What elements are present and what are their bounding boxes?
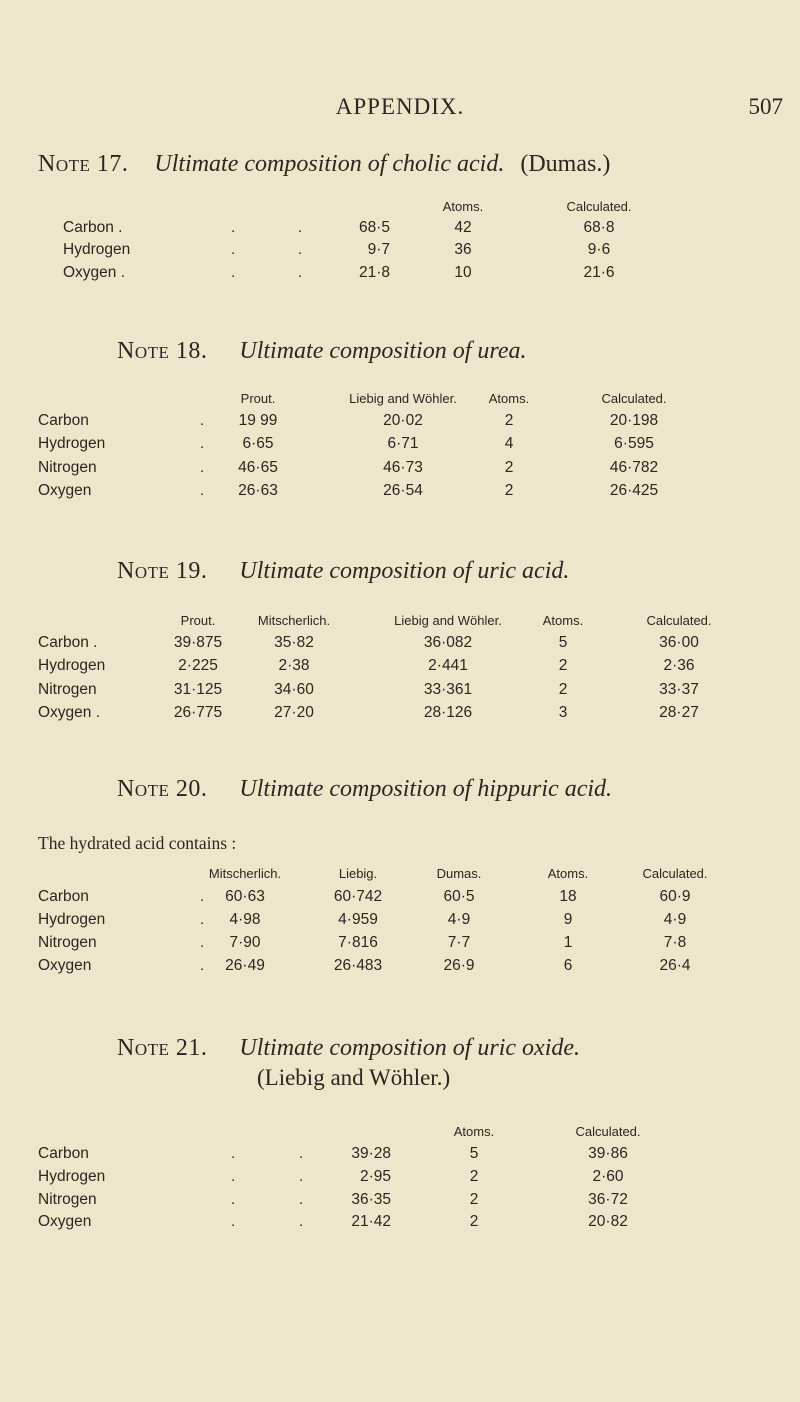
note-attribution: (Dumas.) <box>520 151 611 177</box>
value-cell: 20·198 <box>609 412 659 429</box>
value-cell: 21·42 <box>351 1213 391 1230</box>
table-intro: The hydrated acid contains : <box>38 833 237 853</box>
column-header: Calculated. <box>575 1124 641 1139</box>
value-cell: 2 <box>504 412 514 429</box>
value-cell: 1 <box>563 934 573 951</box>
element-label: Hydrogen <box>38 435 106 452</box>
book-page: APPENDIX. 507 Note 17. Ultimate composition of cholic acid. (Dumas.) Atoms. Calculated. Carbon . . . 68·5 42 68·8 Hydrogen . . 9·7 36 9·6 Oxygen . . . 21·8 10 21·6 Note 18. Ultimate composition of urea. Prout. Liebig and Wöhler. Atoms. Calculated. Carbon . 19 99 20·02 2 20·198 Hydrogen . 6·65 6·71 4 6·595 Nitrogen . 46·65 46·73 2 46·782 Oxygen . 26·63 26·54 2 26·425 Note 19. Ultimate composition of uric acid. Prout. Mitscherlich. Liebig and Wöhler. Atoms. Calculated. Carbon . 39·875 35·82 36·082 5 36·00 Hydrogen 2·225 2·38 2·441 2 2·36 Nitrogen 31·125 34·60 33·361 2 33·37 Oxygen . 26·775 27·20 28·126 3 28·27 Note 20. Ultimate composition of hippuric acid. The hydrated acid contains : Mitscherlich. Liebig. Dumas. Atoms. Calculated. Carbon . 60·63 60·742 60·5 18 60·9 Hydrogen . 4·98 4·959 4·9 9 4·9 Nitrogen . 7·90 7·816 7·7 1 7·8 Oxygen . 26·49 26·483 26·9 6 26·4 Note 21. Ultimate composition of uric oxide. (Liebig and Wöhler.) Atoms. Calculated. Carbon . . 39·28 5 39·86 Hydrogen . . 2·95 2 2·60 Nitrogen . . 36·35 2 36·72 Oxygen . . 21·42 2 20·82 <box>0 0 800 1402</box>
value-cell: 9 <box>563 911 573 928</box>
value-cell: 46·65 <box>238 459 278 476</box>
column-header: Liebig and Wöhler. <box>349 391 457 406</box>
note-title: Ultimate composition of uric acid. <box>239 558 570 584</box>
value-cell: 9·6 <box>587 241 611 258</box>
note-label: Note 20. <box>117 776 208 802</box>
value-cell: 33·361 <box>423 681 473 698</box>
column-header: Liebig and Wöhler. <box>394 613 502 628</box>
column-header: Atoms. <box>453 1124 495 1139</box>
value-cell: 26·63 <box>238 482 278 499</box>
value-cell: 4·98 <box>229 911 261 928</box>
column-header: Atoms. <box>488 391 530 406</box>
value-cell: 2 <box>504 459 514 476</box>
value-cell: 6·595 <box>614 435 654 452</box>
element-label: Oxygen <box>38 957 92 974</box>
value-cell: 36 <box>454 241 472 258</box>
value-cell: 10 <box>454 264 472 281</box>
value-cell: 60·742 <box>333 888 383 905</box>
column-header: Atoms. <box>542 613 584 628</box>
value-cell: 2 <box>558 657 568 674</box>
value-cell: 42 <box>454 219 472 236</box>
value-cell: 2·225 <box>178 657 218 674</box>
value-cell: 2 <box>469 1191 479 1208</box>
value-cell: 60·5 <box>443 888 475 905</box>
element-label: Oxygen . <box>63 264 126 281</box>
column-header: Calculated. <box>642 866 708 881</box>
page-number: 507 <box>748 94 783 119</box>
value-cell: 6·65 <box>242 435 274 452</box>
value-cell: 6 <box>563 957 573 974</box>
value-cell: 4·959 <box>338 911 378 928</box>
column-header: Prout. <box>240 391 276 406</box>
element-label: Nitrogen <box>38 459 97 476</box>
value-cell: 27·20 <box>274 704 314 721</box>
note-title: Ultimate composition of hippuric acid. <box>239 776 613 802</box>
element-label: Hydrogen <box>63 241 131 258</box>
value-cell: 39·875 <box>173 634 223 651</box>
value-cell: 26·54 <box>383 482 423 499</box>
value-cell: 36·35 <box>351 1191 391 1208</box>
value-cell: 6·71 <box>387 435 419 452</box>
value-cell: 5 <box>558 634 568 651</box>
element-label: Nitrogen <box>38 1191 97 1208</box>
value-cell: 68·5 <box>358 219 390 236</box>
note-label: Note 19. <box>117 558 208 584</box>
value-cell: 18 <box>559 888 577 905</box>
element-label: Oxygen <box>38 1213 92 1230</box>
column-header: Prout. <box>180 613 216 628</box>
value-cell: 9·7 <box>367 241 390 258</box>
value-cell: 35·82 <box>274 634 314 651</box>
value-cell: 26·425 <box>609 482 659 499</box>
value-cell: 36·082 <box>423 634 473 651</box>
note-title: Ultimate composition of urea. <box>239 338 527 364</box>
value-cell: 2·60 <box>592 1168 624 1185</box>
element-label: Oxygen . <box>38 704 101 721</box>
column-header: Dumas. <box>436 866 482 881</box>
value-cell: 7·816 <box>338 934 378 951</box>
column-header: Calculated. <box>566 199 632 214</box>
element-label: Hydrogen <box>38 911 106 928</box>
value-cell: 7·90 <box>229 934 261 951</box>
value-cell: 26·483 <box>333 957 383 974</box>
value-cell: 2·38 <box>278 657 310 674</box>
note-label: Note 17. <box>38 151 129 177</box>
element-label: Nitrogen <box>38 934 97 951</box>
column-header: Mitscherlich. <box>257 613 331 628</box>
element-label: Hydrogen <box>38 1168 106 1185</box>
column-header: Calculated. <box>601 391 667 406</box>
value-cell: 2·95 <box>359 1168 391 1185</box>
column-header: Liebig. <box>338 866 378 881</box>
value-cell: 21·6 <box>583 264 615 281</box>
value-cell: 60·9 <box>659 888 691 905</box>
value-cell: 7·7 <box>447 934 471 951</box>
element-label: Hydrogen <box>38 657 106 674</box>
value-cell: 39·28 <box>351 1145 391 1162</box>
value-cell: 4 <box>504 435 514 452</box>
column-header: Calculated. <box>646 613 712 628</box>
value-cell: 28·126 <box>423 704 473 721</box>
value-cell: 60·63 <box>225 888 265 905</box>
value-cell: 4·9 <box>447 911 471 928</box>
element-label: Carbon <box>38 888 89 905</box>
value-cell: 46·73 <box>383 459 423 476</box>
value-cell: 36·00 <box>659 634 699 651</box>
value-cell: 26·775 <box>173 704 223 721</box>
value-cell: 28·27 <box>659 704 699 721</box>
note-20-heading <box>117 776 612 803</box>
value-cell: 34·60 <box>274 681 314 698</box>
note-label: Note 21. <box>117 1035 208 1061</box>
value-cell: 2 <box>469 1213 479 1230</box>
value-cell: 26·9 <box>443 957 475 974</box>
value-cell: 31·125 <box>173 681 223 698</box>
note-title: Ultimate composition of cholic acid. <box>154 151 505 177</box>
value-cell: 39·86 <box>588 1145 628 1162</box>
element-label: Oxygen <box>38 482 92 499</box>
value-cell: 3 <box>558 704 568 721</box>
running-header: APPENDIX. <box>335 94 465 119</box>
note-17-heading <box>38 151 610 178</box>
value-cell: 33·37 <box>659 681 699 698</box>
value-cell: 2 <box>558 681 568 698</box>
value-cell: 2 <box>504 482 514 499</box>
value-cell: 20·82 <box>588 1213 628 1230</box>
note-19-heading <box>117 558 569 585</box>
value-cell: 68·8 <box>583 219 615 236</box>
value-cell: 36·72 <box>588 1191 628 1208</box>
note-label: Note 18. <box>117 338 208 364</box>
element-label: Carbon <box>38 412 89 429</box>
value-cell: 21·8 <box>358 264 390 281</box>
element-label: Carbon <box>38 1145 89 1162</box>
value-cell: 4·9 <box>663 911 687 928</box>
note-subtitle: (Liebig and Wöhler.) <box>257 1065 451 1090</box>
value-cell: 20·02 <box>383 412 423 429</box>
element-label: Nitrogen <box>38 681 97 698</box>
value-cell: 46·782 <box>609 459 659 476</box>
value-cell: 19 99 <box>238 412 278 429</box>
column-header: Atoms. <box>442 199 484 214</box>
note-18-heading <box>117 338 526 365</box>
value-cell: 5 <box>469 1145 479 1162</box>
element-label: Carbon . <box>38 634 98 651</box>
note-21-heading <box>117 1035 580 1062</box>
value-cell: 7·8 <box>663 934 687 951</box>
column-header: Mitscherlich. <box>208 866 282 881</box>
value-cell: 2·441 <box>428 657 468 674</box>
element-label: Carbon . <box>63 219 123 236</box>
value-cell: 2 <box>469 1168 479 1185</box>
value-cell: 2·36 <box>663 657 695 674</box>
note-title: Ultimate composition of uric oxide. <box>239 1035 581 1061</box>
value-cell: 26·4 <box>659 957 691 974</box>
value-cell: 26·49 <box>225 957 265 974</box>
column-header: Atoms. <box>547 866 589 881</box>
